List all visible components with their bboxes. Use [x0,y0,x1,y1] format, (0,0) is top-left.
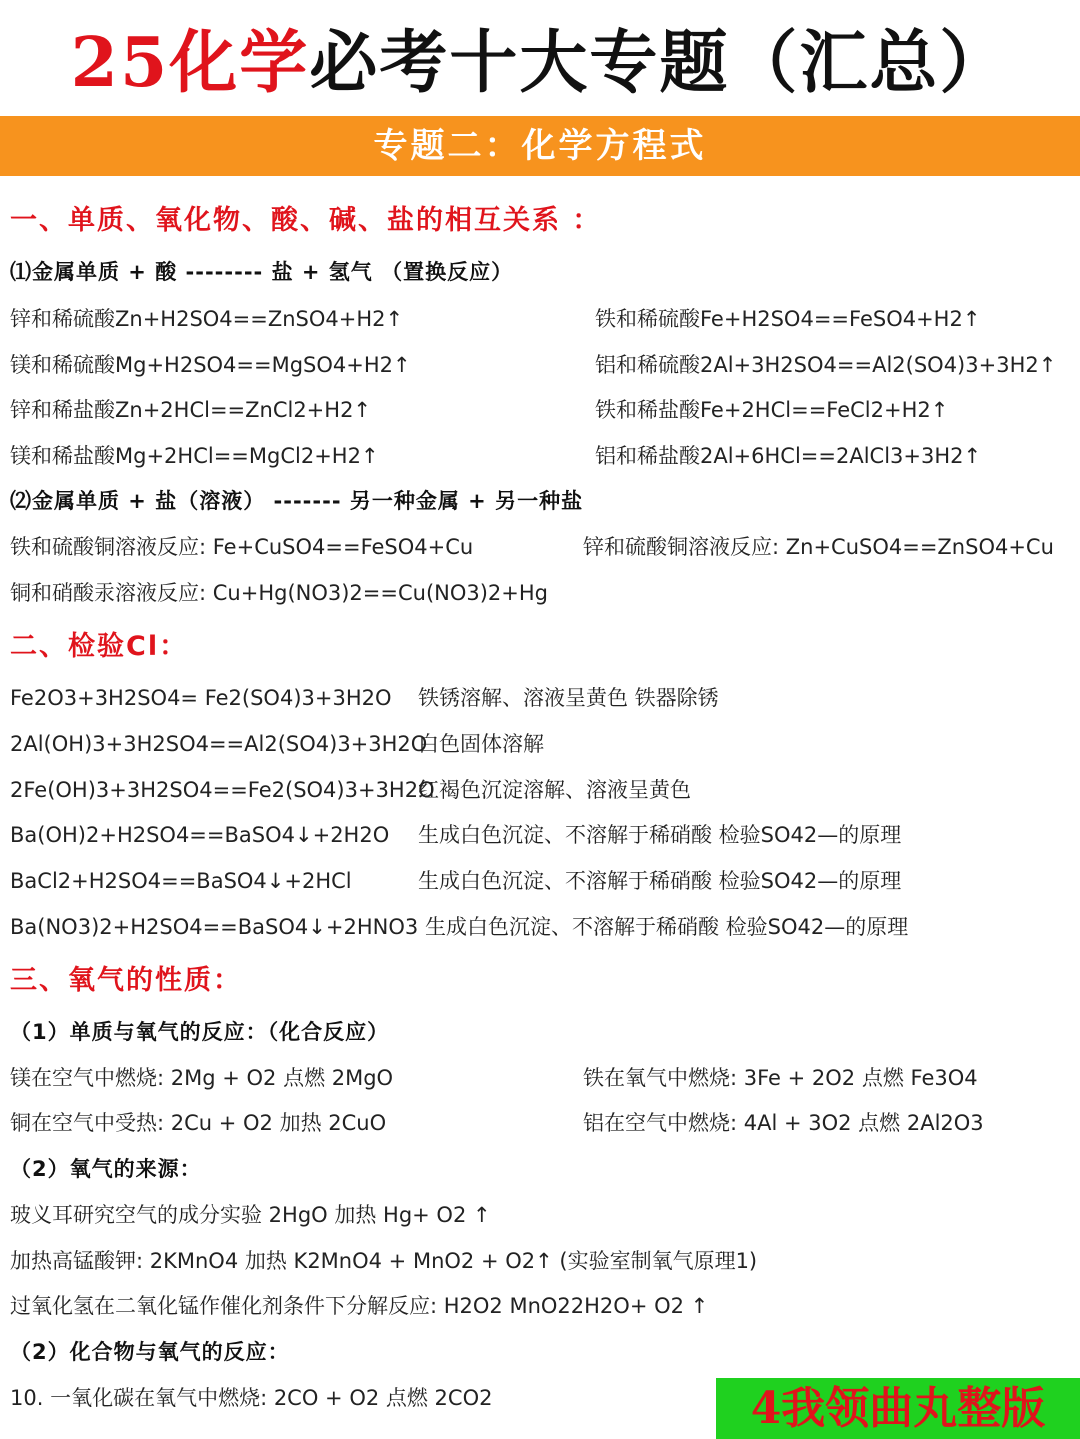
section1-sub1: ⑴金属单质 + 酸 -------- 盐 + 氢气 （置换反应） [10,260,514,284]
equation-line: 锌和稀盐酸Zn+2HCl==ZnCl2+H2↑ [10,398,372,422]
equation-line: 铝在空气中燃烧: 4Al + 3O2 点燃 2Al2O3 [583,1111,984,1135]
section3-sub2: （2）氧气的来源： [10,1157,202,1181]
equation-line: 2Fe(OH)3+3H2SO4==Fe2(SO4)3+3H2O [10,778,435,802]
equation-description: 生成白色沉淀、不溶解于稀硝酸 检验SO42—的原理 [418,823,902,847]
section1-heading: 一、单质、氧化物、酸、碱、盐的相互关系 ： [10,205,602,236]
equation-line: 玻义耳研究空气的成分实验 2HgO 加热 Hg+ O2 ↑ [10,1203,491,1227]
page-title [0,18,1080,108]
equation-description: 白色固体溶解 [418,732,544,756]
equation-line: BaCl2+H2SO4==BaSO4↓+2HCl [10,869,352,893]
equation-line: Fe2O3+3H2SO4= Fe2(SO4)3+3H2O [10,686,392,710]
title-black-part: 必考十大专题（汇总） [309,23,1010,103]
equation-line: Ba(NO3)2+H2SO4==BaSO4↓+2HNO3 [10,915,419,939]
equation-line: 铁和稀盐酸Fe+2HCl==FeCl2+H2↑ [595,398,949,422]
equation-line: 10. 一氧化碳在氧气中燃烧: 2CO + O2 点燃 2CO2 [10,1386,493,1410]
section3-heading: 三、氧气的性质： [10,965,242,996]
equation-line: 铝和稀硫酸2Al+3H2SO4==Al2(SO4)3+3H2↑ [595,353,1057,377]
section2-heading: 二、检验Cl： [10,631,189,662]
section3-sub1: （1）单质与氧气的反应：（化合反应） [10,1020,390,1044]
topic-banner: 专题二：化学方程式 [0,116,1080,176]
equation-line: 铁在氧气中燃烧: 3Fe + 2O2 点燃 Fe3O4 [583,1066,978,1090]
equation-line: 镁在空气中燃烧: 2Mg + O2 点燃 2MgO [10,1066,394,1090]
equation-line: 镁和稀盐酸Mg+2HCl==MgCl2+H2↑ [10,444,379,468]
equation-description: 生成白色沉淀、不溶解于稀硝酸 检验SO42—的原理 [425,915,909,939]
equation-line: 铁和稀硫酸Fe+H2SO4==FeSO4+H2↑ [595,307,981,331]
equation-line: 锌和稀硫酸Zn+H2SO4==ZnSO4+H2↑ [10,307,404,331]
equation-line: 铜和硝酸汞溶液反应: Cu+Hg(NO3)2==Cu(NO3)2+Hg [10,581,549,605]
equation-description: 红褐色沉淀溶解、溶液呈黄色 [418,778,691,802]
equation-line: 2Al(OH)3+3H2SO4==Al2(SO4)3+3H2O [10,732,428,756]
equation-line: 铝和稀盐酸2Al+6HCl==2AlCl3+3H2↑ [595,444,982,468]
section3-sub3: （2）化合物与氧气的反应： [10,1340,290,1364]
equation-line: 加热高锰酸钾: 2KMnO4 加热 K2MnO4 + MnO2 + O2↑ (实验室制氧气原理1) [10,1249,758,1273]
equation-description: 生成白色沉淀、不溶解于稀硝酸 检验SO42—的原理 [418,869,902,893]
equation-description: 铁锈溶解、溶液呈黄色 铁器除锈 [418,686,719,710]
section1-sub2: ⑵金属单质 + 盐（溶液） ------- 另一种金属 + 另一种盐 [10,489,584,513]
equation-line: 锌和硫酸铜溶液反应: Zn+CuSO4==ZnSO4+Cu [583,535,1054,559]
equation-line: 镁和稀硫酸Mg+H2SO4==MgSO4+H2↑ [10,353,411,377]
equation-line: 过氧化氢在二氧化锰作催化剂条件下分解反应: H2O2 MnO22H2O+ O2 ↑ [10,1294,709,1318]
equation-line: 铜在空气中受热: 2Cu + O2 加热 2CuO [10,1111,387,1135]
equation-line: 铁和硫酸铜溶液反应: Fe+CuSO4==FeSO4+Cu [10,535,474,559]
equation-line: Ba(OH)2+H2SO4==BaSO4↓+2H2O [10,823,390,847]
title-red-part: 25化学 [70,23,310,103]
watermark-stamp: 4我领曲丸整版 [716,1378,1080,1439]
